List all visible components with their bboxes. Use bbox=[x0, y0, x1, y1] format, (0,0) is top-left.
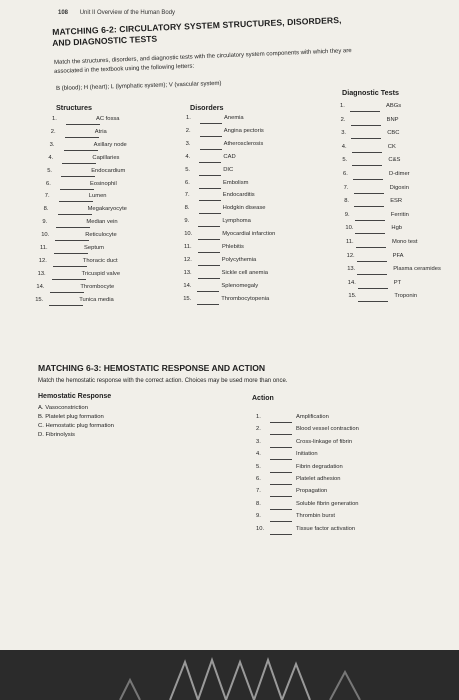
disorder-number: 7. bbox=[184, 192, 190, 199]
structure-number: 6. bbox=[46, 180, 51, 187]
structure-number: 5. bbox=[47, 167, 53, 174]
matching-6-2-instructions-line2: associated in the textbook using the following letters: bbox=[54, 63, 195, 75]
structure-label: Median vein bbox=[86, 219, 118, 226]
action-answer-blank[interactable] bbox=[270, 459, 292, 460]
disorder-label: Angina pectoris bbox=[223, 127, 264, 134]
test-label: Troponin bbox=[394, 293, 418, 300]
matching-6-2-title-line2: AND DIAGNOSTIC TESTS bbox=[52, 33, 158, 48]
structure-row bbox=[35, 297, 145, 309]
action-number: 8. bbox=[256, 500, 261, 507]
structure-number: 11. bbox=[40, 245, 48, 251]
structure-answer-blank[interactable] bbox=[53, 266, 87, 267]
structure-answer-blank[interactable] bbox=[60, 189, 94, 190]
disorder-answer-blank[interactable] bbox=[198, 278, 220, 279]
test-row bbox=[340, 103, 455, 115]
test-row bbox=[345, 212, 459, 224]
structure-answer-blank[interactable] bbox=[58, 214, 92, 215]
disorder-label: CAD bbox=[223, 153, 236, 160]
test-number: 11. bbox=[346, 239, 354, 245]
response-c: C. Hemostatic plug formation bbox=[38, 423, 114, 429]
action-row bbox=[256, 476, 426, 488]
disorder-row bbox=[184, 244, 304, 256]
structure-answer-blank[interactable] bbox=[62, 163, 96, 164]
disorder-label: Polycythemia bbox=[221, 256, 257, 263]
structure-answer-blank[interactable] bbox=[50, 292, 84, 293]
test-number: 7. bbox=[343, 184, 349, 191]
action-number: 7. bbox=[256, 488, 261, 495]
test-number: 14. bbox=[347, 279, 356, 286]
structure-answer-blank[interactable] bbox=[61, 176, 95, 177]
action-label: Fibrin degradation bbox=[296, 463, 343, 470]
structure-label: Endocardium bbox=[91, 167, 126, 174]
test-label: CK bbox=[387, 143, 396, 150]
test-row bbox=[345, 225, 459, 237]
structure-label: Lumen bbox=[88, 193, 107, 200]
test-row bbox=[346, 239, 459, 251]
test-row bbox=[344, 185, 459, 197]
test-row bbox=[347, 266, 459, 278]
test-number: 15. bbox=[348, 293, 357, 300]
structure-number: 3. bbox=[49, 141, 55, 148]
action-row bbox=[256, 439, 426, 451]
action-number: 10. bbox=[256, 525, 265, 532]
disorder-label: Phlebitis bbox=[222, 244, 244, 250]
response-a: A. Vasoconstriction bbox=[38, 405, 88, 411]
disorder-label: Thrombocytopenia bbox=[221, 295, 270, 302]
disorders-header: Disorders bbox=[190, 103, 224, 112]
structure-label: Capillaries bbox=[92, 154, 120, 161]
test-row bbox=[341, 117, 456, 129]
disorder-answer-blank[interactable] bbox=[199, 213, 221, 214]
disorder-label: Atherosclerosis bbox=[223, 140, 264, 147]
structure-row bbox=[51, 129, 161, 141]
test-answer-blank[interactable] bbox=[354, 193, 384, 194]
matching-6-3-title: MATCHING 6-3: HEMOSTATIC RESPONSE AND ACTION bbox=[38, 363, 266, 373]
disorder-answer-blank[interactable] bbox=[200, 123, 222, 124]
structure-row bbox=[45, 193, 155, 205]
disorder-number: 8. bbox=[184, 205, 190, 212]
structure-row bbox=[44, 206, 154, 218]
structure-number: 2. bbox=[50, 128, 56, 135]
disorder-number: 15. bbox=[183, 295, 192, 302]
action-label: Thrombin burst bbox=[296, 513, 335, 520]
test-answer-blank[interactable] bbox=[355, 220, 385, 221]
structure-answer-blank[interactable] bbox=[52, 279, 86, 280]
matching-6-2-instructions-line1: Match the structures, disorders, and diagnostic tests with the circulatory system components with which they are bbox=[54, 48, 352, 66]
disorder-answer-blank[interactable] bbox=[199, 162, 221, 163]
structure-answer-blank[interactable] bbox=[55, 240, 89, 241]
structure-row bbox=[48, 155, 158, 167]
test-label: BNP bbox=[386, 116, 399, 123]
disorder-answer-blank[interactable] bbox=[199, 188, 221, 189]
test-row bbox=[347, 253, 459, 265]
test-label: Mono test bbox=[392, 239, 418, 245]
disorder-label: DIC bbox=[223, 166, 234, 173]
structure-row bbox=[52, 116, 162, 128]
disorder-row bbox=[185, 192, 305, 204]
structure-number: 12. bbox=[38, 257, 47, 264]
disorder-row bbox=[186, 141, 306, 153]
test-number: 2. bbox=[340, 116, 346, 123]
matching-6-2-legend: B (blood); H (heart); L (lymphatic system); V (vascular system) bbox=[56, 80, 222, 92]
test-answer-blank[interactable] bbox=[350, 111, 380, 112]
action-number: 5. bbox=[256, 463, 261, 470]
structure-number: 4. bbox=[48, 154, 54, 161]
action-number: 2. bbox=[256, 426, 261, 433]
action-answer-blank[interactable] bbox=[270, 422, 292, 423]
response-b: B. Platelet plug formation bbox=[38, 414, 104, 420]
test-label: Hgb bbox=[391, 225, 403, 232]
structure-label: Axillary node bbox=[93, 141, 127, 148]
test-answer-blank[interactable] bbox=[354, 206, 384, 207]
disorder-row bbox=[185, 205, 305, 217]
test-row bbox=[342, 157, 457, 169]
disorder-number: 1. bbox=[186, 115, 191, 121]
test-row bbox=[348, 280, 459, 292]
disorder-label: Embolism bbox=[223, 179, 249, 186]
disorder-label: Endocarditis bbox=[222, 192, 255, 199]
action-label: Initiation bbox=[296, 451, 318, 458]
structure-number: 7. bbox=[44, 193, 50, 200]
disorder-row bbox=[183, 283, 303, 295]
structures-header: Structures bbox=[56, 103, 92, 112]
test-row bbox=[348, 293, 459, 305]
structure-label: Megakaryocyte bbox=[87, 206, 127, 213]
test-label: Digoxin bbox=[389, 184, 409, 191]
disorder-number: 10. bbox=[184, 231, 193, 238]
test-label: PFA bbox=[392, 252, 404, 259]
disorder-number: 12. bbox=[183, 256, 192, 263]
disorder-answer-blank[interactable] bbox=[198, 252, 220, 253]
action-row bbox=[256, 488, 426, 500]
test-label: PT bbox=[393, 279, 402, 286]
structure-row bbox=[38, 271, 148, 283]
disorder-label: Myocardial infarction bbox=[222, 231, 276, 238]
disorder-answer-blank[interactable] bbox=[197, 304, 219, 305]
action-answer-blank[interactable] bbox=[270, 509, 292, 510]
action-row bbox=[256, 414, 426, 426]
disorder-answer-blank[interactable] bbox=[199, 200, 221, 201]
action-number: 4. bbox=[256, 451, 261, 458]
response-d: D. Fibrinolysis bbox=[38, 432, 75, 438]
action-number: 9. bbox=[256, 513, 261, 520]
structure-row bbox=[40, 245, 150, 257]
action-number: 3. bbox=[256, 438, 261, 445]
action-label: Cross-linkage of fibrin bbox=[296, 438, 353, 445]
disorder-number: 13. bbox=[183, 269, 192, 276]
disorder-label: Splenomegaly bbox=[221, 282, 259, 289]
action-number: 1. bbox=[256, 414, 261, 420]
action-label: Tissue factor activation bbox=[296, 525, 356, 532]
disorder-answer-blank[interactable] bbox=[200, 136, 222, 137]
action-row bbox=[256, 464, 426, 476]
action-label: Platelet adhesion bbox=[296, 476, 341, 482]
test-label: D-dimer bbox=[389, 171, 410, 177]
action-answer-blank[interactable] bbox=[270, 496, 292, 497]
action-answer-blank[interactable] bbox=[270, 534, 292, 535]
disorder-label: Sickle cell anemia bbox=[221, 269, 268, 276]
disorder-row bbox=[185, 154, 305, 166]
action-answer-blank[interactable] bbox=[270, 521, 292, 522]
structure-label: Thoracic duct bbox=[82, 257, 118, 264]
action-label: Blood vessel contraction bbox=[296, 426, 359, 433]
test-number: 5. bbox=[342, 157, 348, 164]
test-number: 4. bbox=[341, 143, 347, 150]
structure-label: Tunica media bbox=[79, 296, 114, 303]
test-label: Ferritin bbox=[390, 211, 409, 218]
disorder-number: 2. bbox=[185, 127, 191, 134]
structure-number: 14. bbox=[36, 283, 45, 290]
disorder-row bbox=[184, 257, 304, 269]
test-answer-blank[interactable] bbox=[355, 233, 385, 234]
disorder-label: Hodgkin disease bbox=[222, 205, 266, 212]
structure-number: 10. bbox=[41, 232, 50, 239]
disorder-row bbox=[186, 115, 306, 127]
page-number: 108 bbox=[58, 10, 69, 16]
tests-header: Diagnostic Tests bbox=[342, 88, 399, 97]
test-number: 6. bbox=[343, 171, 348, 177]
disorder-answer-blank[interactable] bbox=[198, 265, 220, 266]
structure-label: Septum bbox=[84, 245, 104, 251]
structure-number: 1. bbox=[52, 116, 57, 122]
disorder-number: 14. bbox=[183, 282, 192, 289]
action-row bbox=[256, 451, 426, 463]
structure-answer-blank[interactable] bbox=[65, 137, 99, 138]
test-answer-blank[interactable] bbox=[353, 179, 383, 180]
unit-title: Unit II Overview of the Human Body bbox=[79, 10, 176, 16]
disorder-row bbox=[184, 270, 304, 282]
disorder-label: Anemia bbox=[224, 115, 244, 121]
test-row bbox=[342, 144, 457, 156]
structure-number: 9. bbox=[42, 219, 48, 226]
test-answer-blank[interactable] bbox=[357, 261, 387, 262]
action-row bbox=[256, 501, 426, 513]
disorder-row bbox=[184, 218, 304, 230]
structure-row bbox=[36, 284, 146, 296]
disorder-answer-blank[interactable] bbox=[200, 149, 222, 150]
test-number: 13. bbox=[347, 266, 356, 273]
test-row bbox=[341, 130, 456, 142]
structure-row bbox=[46, 181, 156, 193]
structure-label: Thrombocyte bbox=[80, 283, 115, 290]
test-row bbox=[343, 171, 458, 183]
disorder-answer-blank[interactable] bbox=[199, 175, 221, 176]
action-row bbox=[256, 513, 426, 525]
disorder-answer-blank[interactable] bbox=[198, 226, 220, 227]
test-number: 12. bbox=[346, 252, 355, 259]
disorder-label: Lymphoma bbox=[222, 218, 251, 225]
structure-label: AC fossa bbox=[96, 116, 120, 122]
action-answer-blank[interactable] bbox=[270, 434, 292, 435]
action-header: Action bbox=[252, 395, 274, 402]
structure-number: 13. bbox=[37, 270, 46, 277]
action-row bbox=[256, 526, 426, 538]
action-answer-blank[interactable] bbox=[270, 484, 292, 485]
matching-6-2-title-line1: MATCHING 6-2: CIRCULATORY SYSTEM STRUCTURES, DISORDERS, bbox=[52, 14, 342, 37]
disorder-row bbox=[183, 296, 303, 308]
test-label: ESR bbox=[390, 198, 403, 205]
structure-row bbox=[41, 232, 151, 244]
test-answer-blank[interactable] bbox=[358, 288, 388, 289]
structure-row bbox=[47, 168, 157, 180]
action-answer-blank[interactable] bbox=[270, 472, 292, 473]
test-number: 8. bbox=[344, 198, 350, 205]
test-label: C&S bbox=[388, 157, 401, 164]
disorder-answer-blank[interactable] bbox=[198, 239, 220, 240]
test-number: 3. bbox=[341, 130, 347, 137]
structure-label: Reticulocyte bbox=[85, 232, 117, 239]
matching-6-3-instructions: Match the hemostatic response with the correct action. Choices may be used more than once. bbox=[38, 378, 288, 384]
action-answer-blank[interactable] bbox=[270, 447, 292, 448]
disorder-row bbox=[185, 180, 305, 192]
hemostatic-response-header: Hemostatic Response bbox=[38, 393, 112, 400]
structure-label: Tricuspid valve bbox=[81, 270, 121, 277]
running-head bbox=[58, 10, 175, 16]
test-answer-blank[interactable] bbox=[352, 152, 382, 153]
test-answer-blank[interactable] bbox=[357, 274, 387, 275]
test-label: ABGs bbox=[386, 103, 402, 109]
action-label: Amplification bbox=[296, 414, 329, 420]
structure-label: Atria bbox=[94, 128, 107, 135]
action-label: Propagation bbox=[296, 488, 328, 495]
structure-answer-blank[interactable] bbox=[64, 150, 98, 151]
structure-answer-blank[interactable] bbox=[54, 253, 88, 254]
disorder-row bbox=[184, 231, 304, 243]
structure-row bbox=[50, 142, 160, 154]
structure-answer-blank[interactable] bbox=[49, 305, 83, 306]
action-row bbox=[256, 426, 426, 438]
structure-number: 15. bbox=[35, 296, 44, 303]
zigzag-pattern bbox=[0, 650, 459, 700]
disorder-number: 6. bbox=[185, 179, 190, 186]
structure-row bbox=[39, 258, 149, 270]
structure-answer-blank[interactable] bbox=[59, 201, 93, 202]
test-row bbox=[344, 198, 459, 210]
test-answer-blank[interactable] bbox=[358, 301, 388, 302]
test-label: Plasma ceramides bbox=[393, 266, 441, 273]
disorder-row bbox=[186, 128, 306, 140]
structure-row bbox=[42, 219, 152, 231]
structure-answer-blank[interactable] bbox=[56, 227, 90, 228]
disorder-number: 11. bbox=[184, 244, 192, 250]
action-number: 6. bbox=[256, 476, 261, 482]
structure-answer-blank[interactable] bbox=[66, 124, 100, 125]
test-answer-blank[interactable] bbox=[351, 138, 381, 139]
test-number: 10. bbox=[345, 225, 354, 232]
structure-label: Eosinophil bbox=[90, 180, 117, 187]
structure-number: 8. bbox=[43, 206, 49, 213]
disorder-number: 9. bbox=[184, 218, 190, 225]
disorder-row bbox=[185, 167, 305, 179]
test-answer-blank[interactable] bbox=[351, 125, 381, 126]
disorder-number: 5. bbox=[185, 166, 191, 173]
test-answer-blank[interactable] bbox=[352, 165, 382, 166]
test-number: 9. bbox=[344, 211, 350, 218]
disorder-answer-blank[interactable] bbox=[197, 291, 219, 292]
disorder-number: 3. bbox=[185, 140, 191, 147]
test-label: CBC bbox=[387, 130, 400, 137]
test-number: 1. bbox=[340, 103, 345, 109]
disorder-number: 4. bbox=[185, 153, 191, 160]
photo-edge-shadow bbox=[0, 650, 459, 700]
test-answer-blank[interactable] bbox=[356, 247, 386, 248]
action-label: Soluble fibrin generation bbox=[296, 500, 359, 507]
